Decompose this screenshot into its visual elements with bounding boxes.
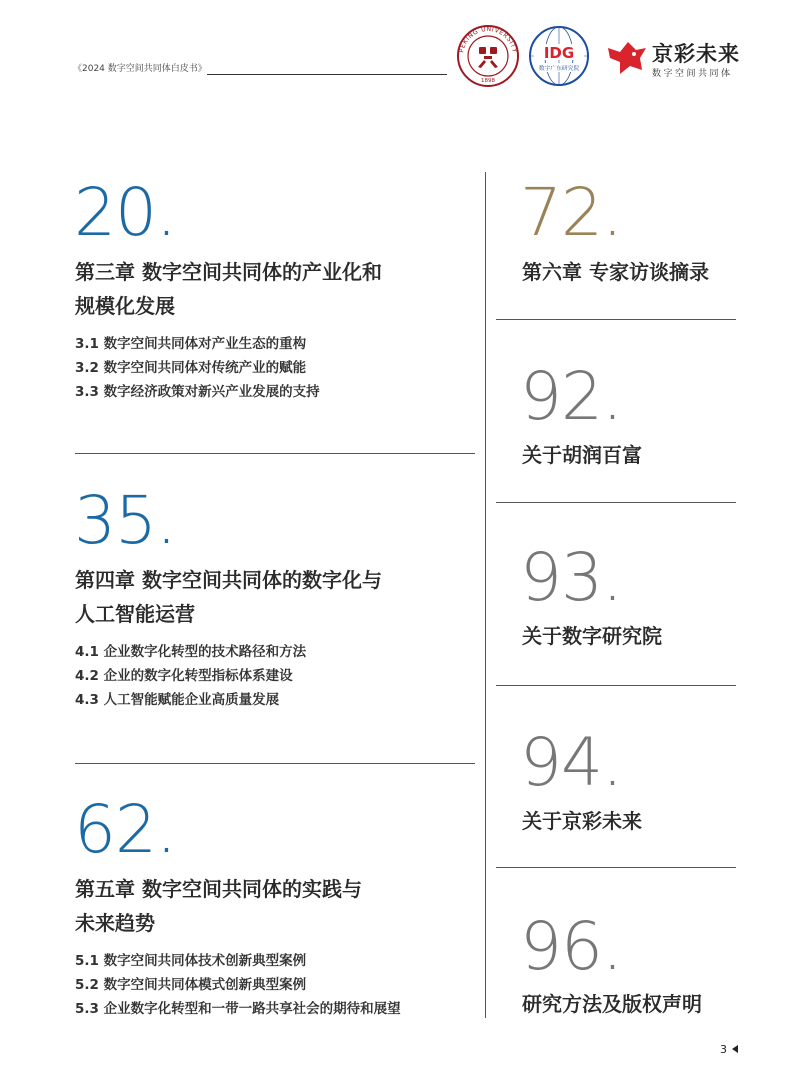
section-divider bbox=[496, 685, 736, 686]
idg-name-text: IDG bbox=[543, 44, 575, 62]
page-number: 3 bbox=[720, 1043, 727, 1056]
toc-subsection[interactable]: 4.2 企业的数字化转型指标体系建设 bbox=[75, 668, 293, 684]
toc-page-number: 96. bbox=[520, 908, 622, 985]
header-rule bbox=[207, 74, 447, 75]
toc-section-title[interactable]: 关于胡润百富 bbox=[522, 443, 642, 467]
section-divider bbox=[75, 453, 475, 454]
toc-page-number: 62. bbox=[74, 791, 176, 868]
toc-subsection[interactable]: 4.1 企业数字化转型的技术路径和方法 bbox=[75, 644, 307, 660]
toc-page-number: 72. bbox=[520, 174, 622, 251]
toc-page-number: 92. bbox=[520, 358, 622, 435]
toc-chapter-title[interactable] bbox=[75, 872, 475, 940]
toc-chapter-title-line: 人工智能运营 bbox=[75, 602, 195, 626]
jingcai-logo-tagline: 数字空间共同体 bbox=[652, 69, 733, 79]
idg-logo bbox=[528, 25, 590, 87]
toc-chapter-title-line: 第五章 数字空间共同体的实践与 bbox=[75, 877, 362, 901]
column-divider bbox=[485, 172, 486, 1018]
toc-page-number: 20. bbox=[74, 174, 176, 251]
section-divider bbox=[496, 502, 736, 503]
toc-chapter-title-line: 规模化发展 bbox=[75, 294, 175, 318]
page-arrow-icon bbox=[732, 1045, 738, 1053]
toc-subsection[interactable]: 3.1 数字空间共同体对产业生态的重构 bbox=[75, 336, 307, 352]
jingcai-logo-name: 京彩未来 bbox=[652, 42, 740, 66]
toc-chapter-title-line: 第三章 数字空间共同体的产业化和 bbox=[75, 260, 382, 284]
toc-section-title[interactable]: 关于数字研究院 bbox=[522, 624, 662, 648]
toc-page-number: 93. bbox=[520, 539, 622, 616]
jingcai-bird-icon bbox=[606, 38, 648, 76]
toc-subsection[interactable]: 3.3 数字经济政策对新兴产业发展的支持 bbox=[75, 384, 320, 400]
toc-chapter-title[interactable]: 第六章 专家访谈摘录 bbox=[522, 260, 709, 284]
pku-ring-text: PEKING UNIVERSITY bbox=[458, 25, 518, 54]
toc-subsection[interactable]: 4.3 人工智能赋能企业高质量发展 bbox=[75, 692, 280, 708]
pku-year-text: 1898 bbox=[481, 78, 495, 84]
toc-subsection[interactable]: 3.2 数字空间共同体对传统产业的赋能 bbox=[75, 360, 307, 376]
toc-section-title[interactable]: 关于京彩未来 bbox=[522, 809, 642, 833]
toc-chapter-title[interactable] bbox=[75, 563, 475, 631]
section-divider bbox=[496, 319, 736, 320]
toc-section-title[interactable]: 研究方法及版权声明 bbox=[522, 992, 702, 1016]
section-divider bbox=[496, 867, 736, 868]
toc-chapter-title-line: 未来趋势 bbox=[75, 911, 155, 935]
peking-university-logo bbox=[457, 25, 519, 87]
document-title: 《2024 数字空间共同体白皮书》 bbox=[73, 64, 207, 74]
idg-sub-text: 数字广东研究院 bbox=[538, 66, 580, 72]
toc-chapter-title-line: 第四章 数字空间共同体的数字化与 bbox=[75, 568, 382, 592]
toc-subsection[interactable]: 5.2 数字空间共同体模式创新典型案例 bbox=[75, 977, 307, 993]
section-divider bbox=[75, 763, 475, 764]
toc-subsection[interactable]: 5.1 数字空间共同体技术创新典型案例 bbox=[75, 953, 307, 969]
svg-text:PEKING UNIVERSITY bbox=[458, 26, 518, 54]
toc-chapter-title[interactable] bbox=[75, 255, 475, 323]
toc-page-number: 35. bbox=[74, 482, 176, 559]
toc-page-number: 94. bbox=[520, 724, 622, 801]
toc-subsection[interactable]: 5.3 企业数字化转型和一带一路共享社会的期待和展望 bbox=[75, 1001, 401, 1017]
